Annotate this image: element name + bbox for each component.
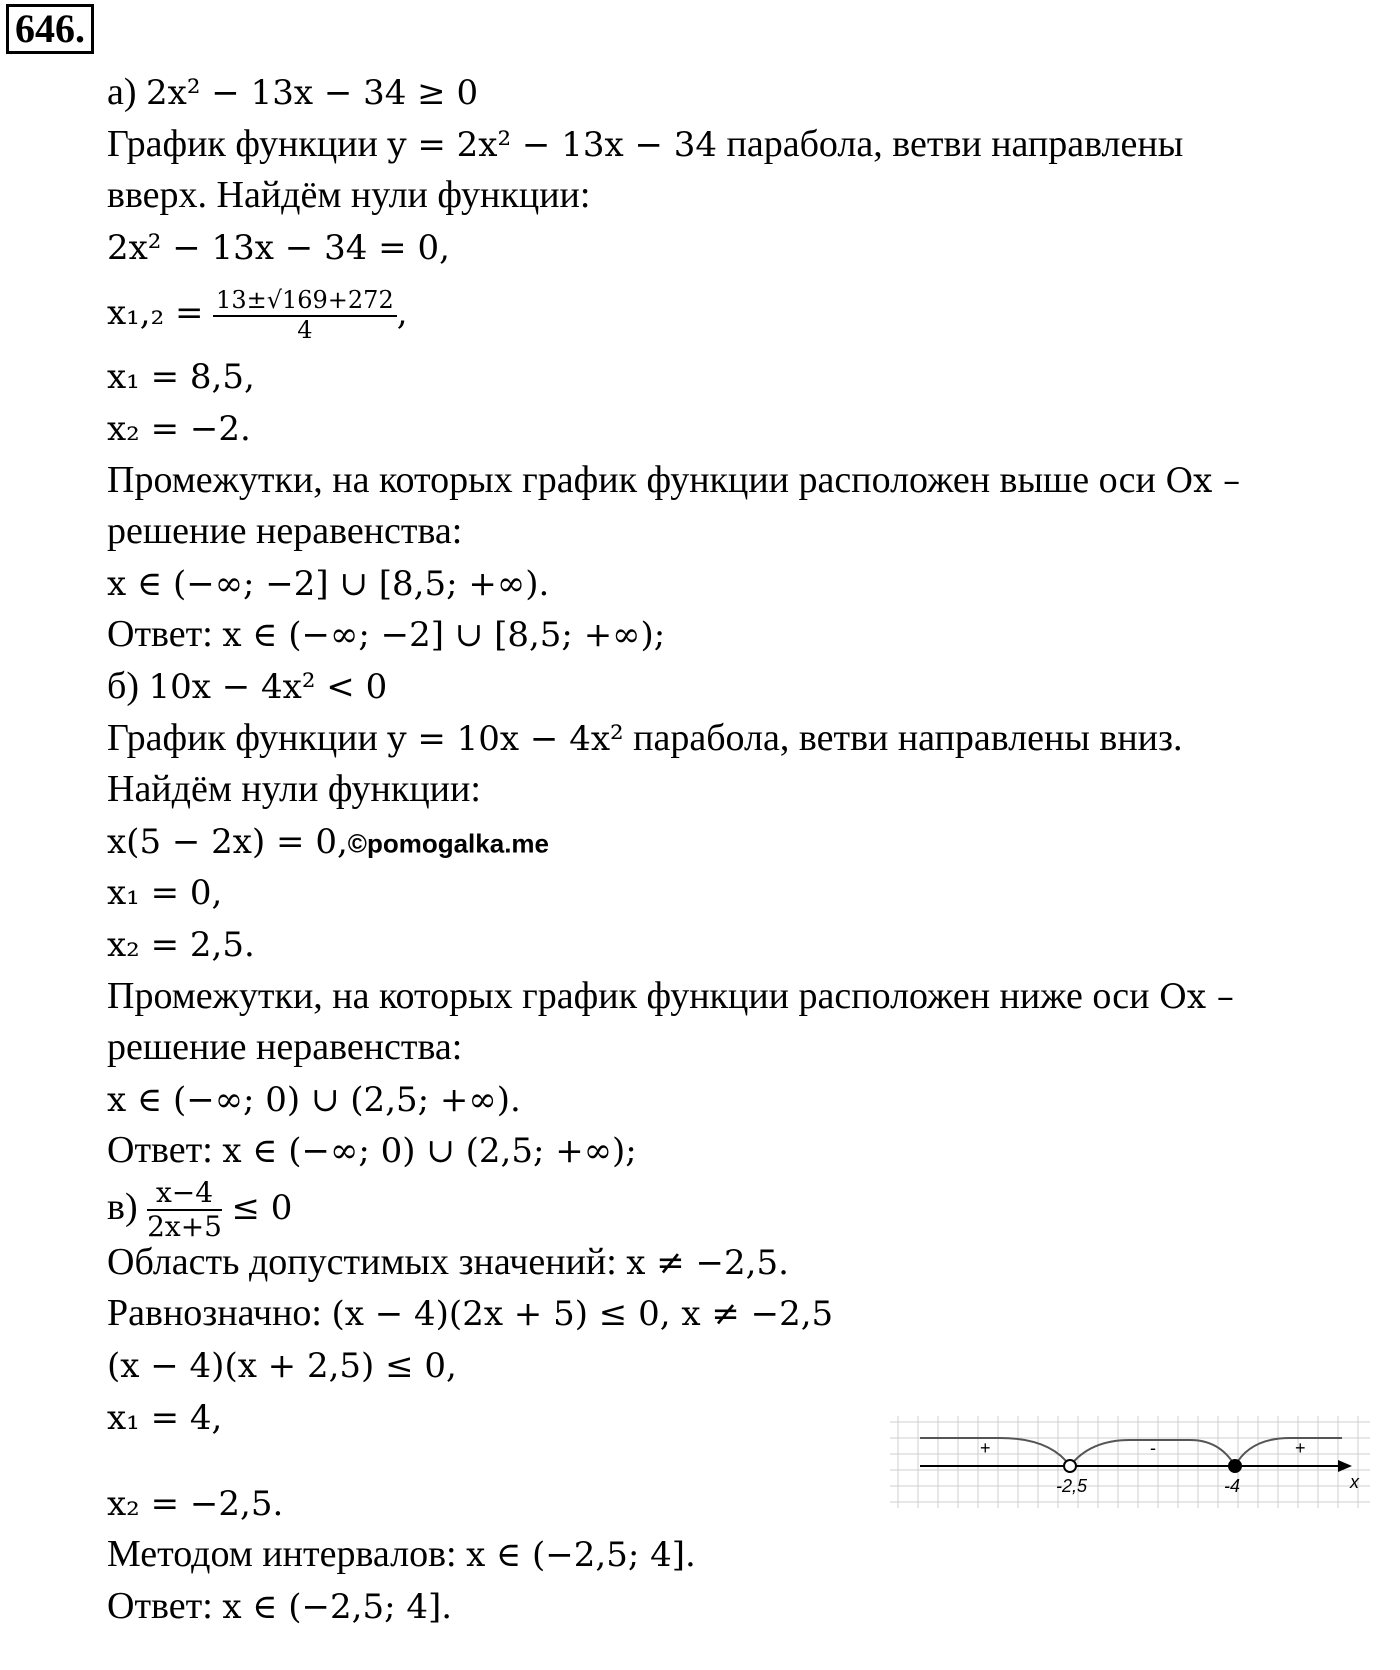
text-line: решение неравенства: [107,510,463,553]
text-line: Методом интервалов: x ∈ (−2,5; 4]. [107,1533,696,1576]
fraction: $\frac{x-4}{2x+5}$ [147,1175,222,1244]
sign-label: - [1150,1438,1156,1458]
watermark: ©pomogalka.me [347,828,550,859]
point-open [1064,1460,1076,1472]
number-line-diagram [890,1416,1370,1508]
part-a-inequality: а) 2x² − 13x − 34 ≥ 0 [107,71,479,113]
text-line: Промежутки, на которых график функции расположен ниже оси Ox – [107,974,1234,1017]
solution-text [107,67,1387,1632]
math-line: x₁ = 4, [107,1397,223,1438]
math-line: x₁ = 0, [107,873,223,914]
axis-label: x [1350,1472,1359,1492]
math-line: x(5 − 2x) = 0,©pomogalka.me [107,821,550,862]
point-filled [1229,1460,1241,1472]
part-c-inequality: в) $\frac{x-4}{2x+5}$ ≤ 0 [107,1175,293,1244]
answer-line: Ответ: x ∈ (−∞; −2] ∪ [8,5; +∞); [107,613,666,656]
point-label: -2,5 [1056,1476,1088,1496]
sign-label: + [1295,1438,1306,1458]
text-line: График функции y = 10x − 4x² парабола, ветви направлены вниз. [107,716,1183,759]
math-line: x₂ = −2,5. [107,1483,284,1524]
math-line: x₂ = −2. [107,408,251,449]
math-line: x ∈ (−∞; 0) ∪ (2,5; +∞). [107,1079,521,1120]
math: 2x² − 13x − 34 ≥ 0 [146,73,479,113]
text-line: Промежутки, на которых график функции расположен выше оси Ox – [107,458,1241,501]
answer-line: Ответ: x ∈ (−∞; 0) ∪ (2,5; +∞); [107,1129,637,1172]
answer-line: Ответ: x ∈ (−2,5; 4]. [107,1584,453,1627]
part-b-inequality: б) 10x − 4x² < 0 [107,664,388,707]
math-line: x ∈ (−∞; −2] ∪ [8,5; +∞). [107,563,550,604]
point-label: -4 [1224,1476,1241,1496]
text-line: График функции y = 2x² − 13x − 34 парабола, ветви направлены [107,122,1184,165]
sign-label: + [980,1438,991,1458]
grid [890,1416,1370,1508]
text-line: вверх. Найдём нули функции: [107,174,591,217]
math-line: 2x² − 13x − 34 = 0, [107,227,450,268]
problem-number: 646. [6,4,94,54]
math-line: x₁,₂ = $\frac{13\pm√169+272}{4}$ , [107,286,408,344]
math-line: (x − 4)(x + 2,5) ≤ 0, [107,1346,457,1387]
text-line: Найдём нули функции: [107,768,481,811]
fraction: $\frac{13\pm√169+272}{4}$ [213,287,397,344]
text-line: решение неравенства: [107,1026,463,1069]
text-line: Равнозначно: (x − 4)(2x + 5) ≤ 0, x ≠ −2,5 [107,1292,834,1335]
math-line: x₁ = 8,5, [107,357,255,398]
text-line: Область допустимых значений: x ≠ −2,5. [107,1240,789,1283]
math-line: x₂ = 2,5. [107,924,255,965]
